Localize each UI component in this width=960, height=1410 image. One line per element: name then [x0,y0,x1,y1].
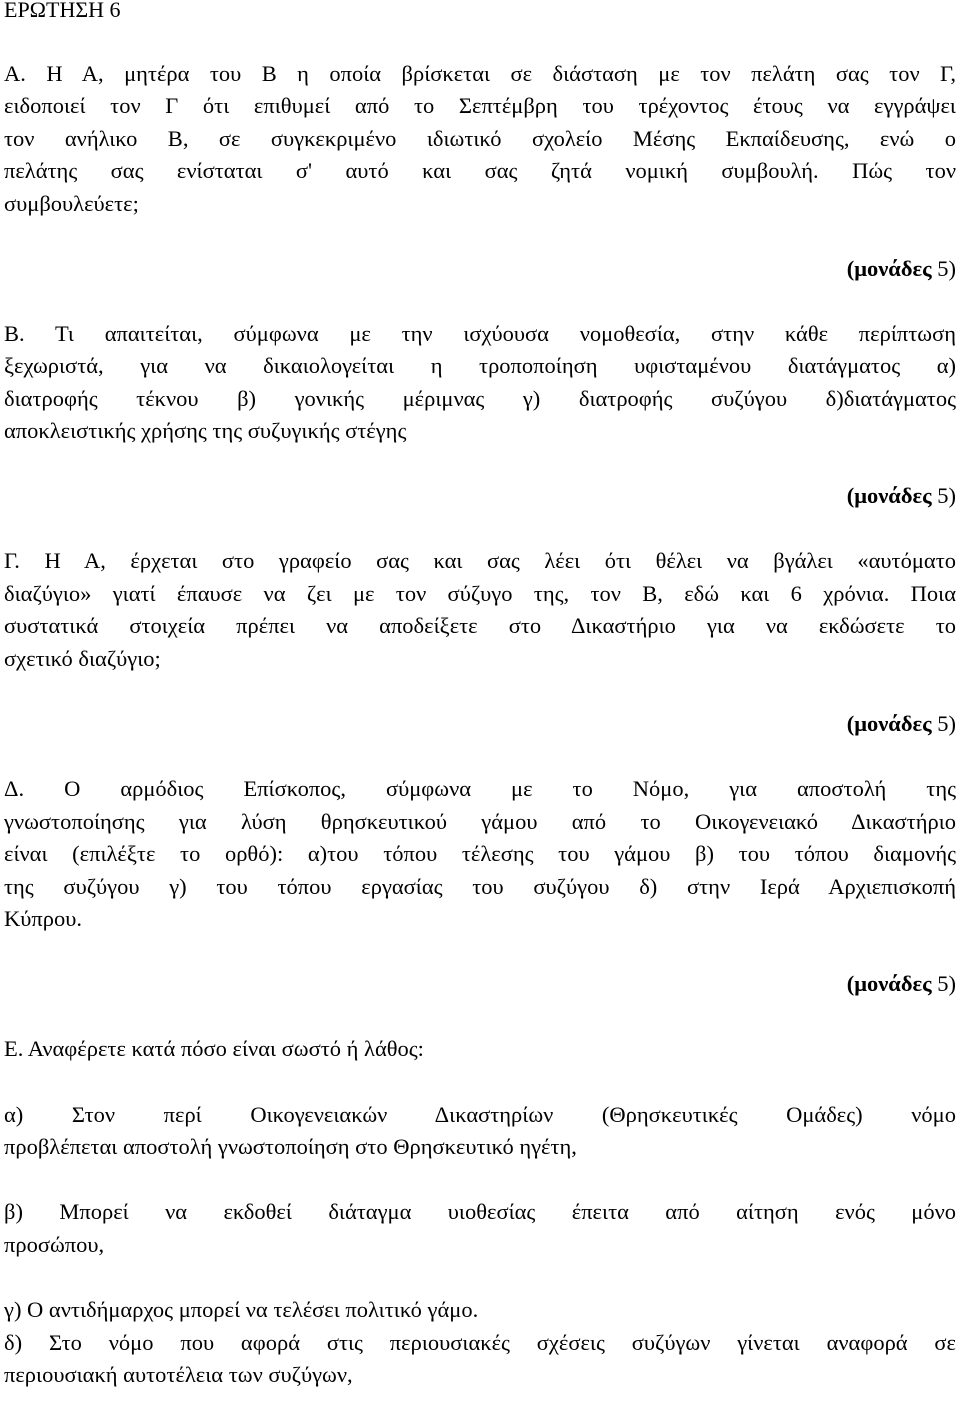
section-c-line-1: Γ. Η Α, έρχεται στο γραφείο σας και σας λέει ότι θέλει να βγάλει «αυτόματο [4,548,956,573]
section-d-points [4,968,956,1001]
section-e-item-a-line-2: προβλέπεται αποστολή γνωστοποίηση στο Θρησκευτικό ηγέτη, [4,1134,577,1159]
section-b-line-2: ξεχωριστά, για να δικαιολογείται η τροποποίηση υφισταμένου διατάγματος α) [4,353,956,378]
section-b-points [4,480,956,513]
points-value: 5) [937,256,956,281]
section-d-line-3: είναι (επιλέξτε το ορθό): α)του τόπου τέλεσης του γάμου β) του τόπου διαμονής [4,841,956,866]
points-value: 5) [937,711,956,736]
points-label: (μονάδες [846,971,932,996]
section-e-item-c-line-1: γ) Ο αντιδήμαρχος μπορεί να τελέσει πολιτικό γάμο. [4,1297,479,1322]
section-a-points [4,253,956,286]
section-e-item-d-line-2: περιουσιακή αυτοτέλεια των συζύγων, [4,1362,353,1387]
section-e-item-d-line-1: δ) Στο νόμο που αφορά στις περιουσιακές σχέσεις συζύγων γίνεται αναφορά σε [4,1330,956,1355]
points-label: (μονάδες [846,483,932,508]
section-a-line-3: τον ανήλικο Β, σε συγκεκριμένο ιδιωτικό σχολείο Μέσης Εκπαίδευσης, ενώ ο [4,126,956,151]
section-e-item-a-line-1: α) Στον περί Οικογενειακών Δικαστηρίων (Θρησκευτικές Ομάδες) νόμο [4,1102,956,1127]
section-b-line-4: αποκλειστικής χρήσης της συζυγικής στέγης [4,418,407,443]
section-a-line-2: ειδοποιεί τον Γ ότι επιθυμεί από το Σεπτέμβρη του τρέχοντος έτους να εγγράψει [4,93,956,118]
section-c-line-4: σχετικό διαζύγιο; [4,646,161,671]
points-value: 5) [937,971,956,996]
section-b-line-1: Β. Τι απαιτείται, σύμφωνα με την ισχύουσα νομοθεσία, στην κάθε περίπτωση [4,321,956,346]
section-d-line-2: γνωστοποίησης για λύση θρησκευτικού γάμου από το Οικογενειακό Δικαστήριο [4,809,956,834]
section-d-line-1: Δ. Ο αρμόδιος Επίσκοπος, σύμφωνα με το Νόμο, για αποστολή της [4,776,956,801]
section-d-line-4: της συζύγου γ) του τόπου εργασίας του συζύγου δ) στην Ιερά Αρχιεπισκοπή [4,874,956,899]
points-label: (μονάδες [846,711,932,736]
section-a-line-4: πελάτης σας ενίσταται σ' αυτό και σας ζητά νομική συμβουλή. Πώς τον [4,158,956,183]
section-e-item-b-line-1: β) Μπορεί να εκδοθεί διάταγμα υιοθεσίας έπειτα από αίτηση ενός μόνο [4,1199,956,1224]
section-c-line-2: διαζύγιο» γιατί έπαυσε να ζει με τον σύζυγο της, τον Β, εδώ και 6 χρόνια. Ποια [4,581,956,606]
section-c-points [4,708,956,741]
section-a-line-1: Α. Η Α, μητέρα του Β η οποία βρίσκεται σε διάσταση με τον πελάτη σας τον Γ, [4,61,956,86]
question-title: ΕΡΩΤΗΣΗ 6 [4,0,121,22]
section-c-line-3: συστατικά στοιχεία πρέπει να αποδείξετε στο Δικαστήριο για να εκδώσετε το [4,613,956,638]
section-e-heading: Ε. Αναφέρετε κατά πόσο είναι σωστό ή λάθος: [4,1036,424,1061]
section-d-line-5: Κύπρου. [4,906,82,931]
section-a-line-5: συμβουλεύετε; [4,191,139,216]
points-label: (μονάδες [846,256,932,281]
section-e-item-b-line-2: προσώπου, [4,1232,105,1257]
points-value: 5) [937,483,956,508]
section-b-line-3: διατροφής τέκνου β) γονικής μέριμνας γ) διατροφής συζύγου δ)διατάγματος [4,386,956,411]
